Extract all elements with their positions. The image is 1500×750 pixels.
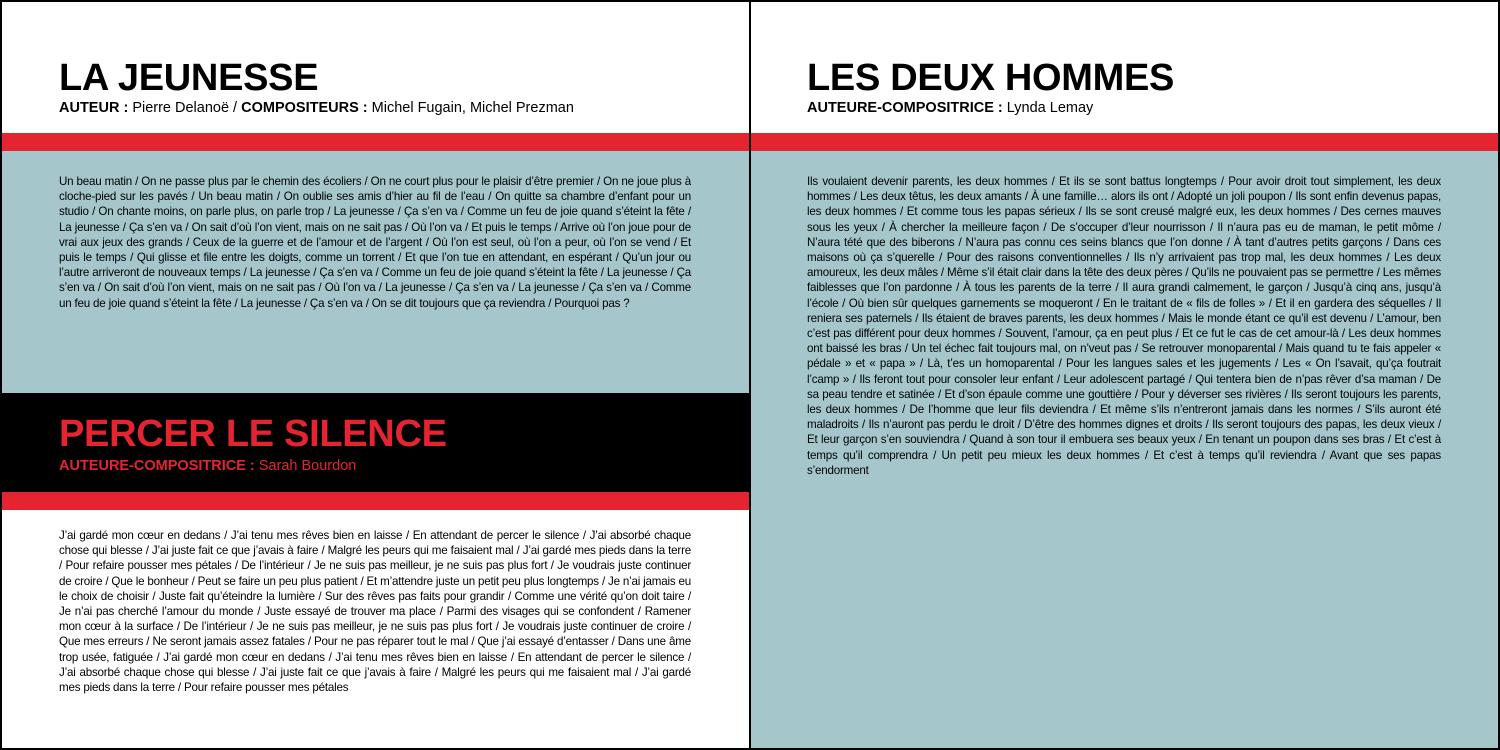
- song-credits-la-jeunesse: [59, 101, 574, 116]
- red-divider: [2, 133, 749, 151]
- author-composer-label: AUTEURE-COMPOSITRICE :: [59, 458, 255, 474]
- song-credits-percer-le-silence: [59, 459, 356, 474]
- composers-label: COMPOSITEURS :: [241, 100, 368, 116]
- author-composer-name: Sarah Bourdon: [258, 458, 357, 474]
- author-label: AUTEUR :: [59, 100, 129, 116]
- lyrics-les-deux-hommes: Ils voulaient devenir parents, les deux hommes / Et ils se sont battus longtemps / Pour avoir droit tout simplement, les deux hommes / Les deux têtus, les deux amants / À une famille… alors ils ont / Adopté un joli poupon / Ils sont enfin devenus papas, les deux hommes / Et comme tous les papas sérieux / Ils se sont creusé malgré eux, les deux hommes / Des cernes mauves sous les yeux / À chercher la meilleure façon / De s’occuper d’leur nourrisson / Il n’aura pas eu de maman, le petit môme / N’aura tété que des biberons / N’aura pas connu ces seins blancs que l’on donne / À tant d’autres petits garçons / Dans ces maisons où ça s’querelle / Pour des raisons conventionnelles / Ils n’y arrivaient pas trop mal, les deux hommes / Les deux amoureux, les deux mâles / Même s’il était clair dans la tête des deux pères / Qu’ils ne pouvaient pas se permettre / Les mêmes faiblesses que l’on pardonne / À tous les parents de la terre / Il aura grandi calmement, le garçon / Jusqu’à cinq ans, jusqu’à l’école / Où bien sûr quelques garnements se moqueront / En le traitant de « fils de folles » / Et il en gardera des séquelles / Il reniera ses paternels / Ils étaient de braves parents, les deux hommes / Mais le monde étant ce qu’il est devenu / L’amour, ben c’est pas différent pour deux hommes / Souvent, l’amour, ça en peut plus / Et ce fut le cas de cet amour-là / Les deux hommes ont baissé les bras / Un tel échec fait toujours mal, on n’veut pas / Se retrouver monoparental / Mais quand tu te fais appeler « pédale » et « papa » / Là, t’es un homoparental / Pour les langues sales et les jugements / Les « On l’savait, qu’ça foutrait l’camp » / Ils feront tout pour consoler leur enfant / Leur adolescent partagé / Qui tentera bien de n’pas rêver d’sa maman / De sa peau tendre et satinée / Et d’son épaule comme une gouttière / Pour y déverser ses rivières / Ils seront toujours les parents, les deux hommes / De l’homme que leur fils deviendra / Et même s’ils n’entreront jamais dans les normes / S’ils auront été maladroits / Ils n’auront pas perdu le droit / D’être des hommes dignes et droits / Ils seront toujours des papas, les deux vieux / Et leur garçon s’en souviendra / Quand à son tour il embuera ses beaux yeux / En tenant un poupon dans ses bras / Et c’est à temps qu’il comprendra / Un petit peu mieux les deux hommes / Et c’est à temps qu’il reviendra / Avant que ses papas s’endorment: [807, 175, 1441, 477]
- right-page: [751, 2, 1498, 748]
- song-credits-les-deux-hommes: [807, 101, 1093, 116]
- author-name: Pierre Delanoë /: [132, 100, 238, 116]
- author-composer-name: Lynda Lemay: [1006, 100, 1094, 116]
- red-divider: [751, 133, 1498, 151]
- song-title-la-jeunesse: LA JEUNESSE: [59, 57, 319, 99]
- lyrics-percer-le-silence: J’ai gardé mon cœur en dedans / J’ai tenu mes rêves bien en laisse / En attendant de percer le silence / J’ai absorbé chaque chose qui blesse / J’ai juste fait ce que j’avais à faire / Malgré les peurs qui me faisaient mal / J’ai gardé mes pieds dans la terre / Pour refaire pousser mes pétales / De l’intérieur / Je ne suis pas meilleur, je ne suis pas plus fort / Je voudrais juste continuer de croire / Que le bonheur / Peut se faire un peu plus patient / Et m’attendre juste un petit peu plus longtemps / Je n’ai jamais eu le choix de choisir / Juste fait qu’éteindre la lumière / Sur des rêves pas faits pour grandir / Comme une vérité qu’on doit taire / Je n’ai pas cherché l’amour du monde / Juste essayé de trouver ma place / Parmi des visages qui se confondent / Ramener mon cœur à la surface / De l’intérieur / Je ne suis pas meilleur, je ne suis pas plus fort / Je voudrais juste continuer de croire / Que mes erreurs / Ne seront jamais assez fatales / Pour ne pas réparer tout le mal / Que j’ai essayé d’entasser / Dans une âme trop usée, fatiguée / J’ai gardé mon cœur en dedans / J’ai tenu mes rêves bien en laisse / En attendant de percer le silence / J’ai absorbé chaque chose qui blesse / J’ai juste fait ce que j’avais à faire / Malgré les peurs qui me faisaient mal / J’ai gardé mes pieds dans la terre / Pour refaire pousser mes pétales: [59, 529, 691, 695]
- song-title-les-deux-hommes: LES DEUX HOMMES: [807, 57, 1175, 99]
- red-divider: [2, 492, 749, 510]
- composers-names: Michel Fugain, Michel Prezman: [371, 100, 574, 116]
- author-composer-label: AUTEURE-COMPOSITRICE :: [807, 100, 1003, 116]
- song-title-percer-le-silence: PERCER LE SILENCE: [59, 413, 447, 455]
- left-page: [2, 2, 749, 748]
- lyrics-la-jeunesse: Un beau matin / On ne passe plus par le chemin des écoliers / On ne court plus pour le plaisir d’être premier / On ne joue plus à cloche-pied sur les pavés / Un beau matin / On oublie ses amis d’hier au fil de l’eau / On quitte sa chambre d’enfant pour un studio / On chante moins, on parle plus, on parle trop / La jeunesse / Ça s’en va / Comme un feu de joie quand s’éteint la fête / La jeunesse / Ça s’en va / On sait d’où l’on vient, mais on ne sait pas / Où l’on va / Et puis le temps / Arrive où l’on joue pour de vrai aux jeux des grands / Ceux de la guerre et de l’amour et de l’argent / Où l’on est seul, où l’on a peur, où l’on se vend / Et puis le temps / Qui glisse et file entre les doigts, comme un torrent / Et que l’on tue en attendant, en espérant / Qu’un jour ou l’autre arriveront de nouveaux temps / La jeunesse / Ça s’en va / Comme un feu de joie quand s’éteint la fête / La jeunesse / Ça s’en va / On sait d’où l’on vient, mais on ne sait pas / Où l’on va / La jeunesse / Ça s’en va / La jeunesse / Ça s’en va / Comme un feu de joie quand s’éteint la fête / La jeunesse / Ça s’en va / On se dit toujours que ça reviendra / Pourquoi pas ?: [59, 175, 691, 310]
